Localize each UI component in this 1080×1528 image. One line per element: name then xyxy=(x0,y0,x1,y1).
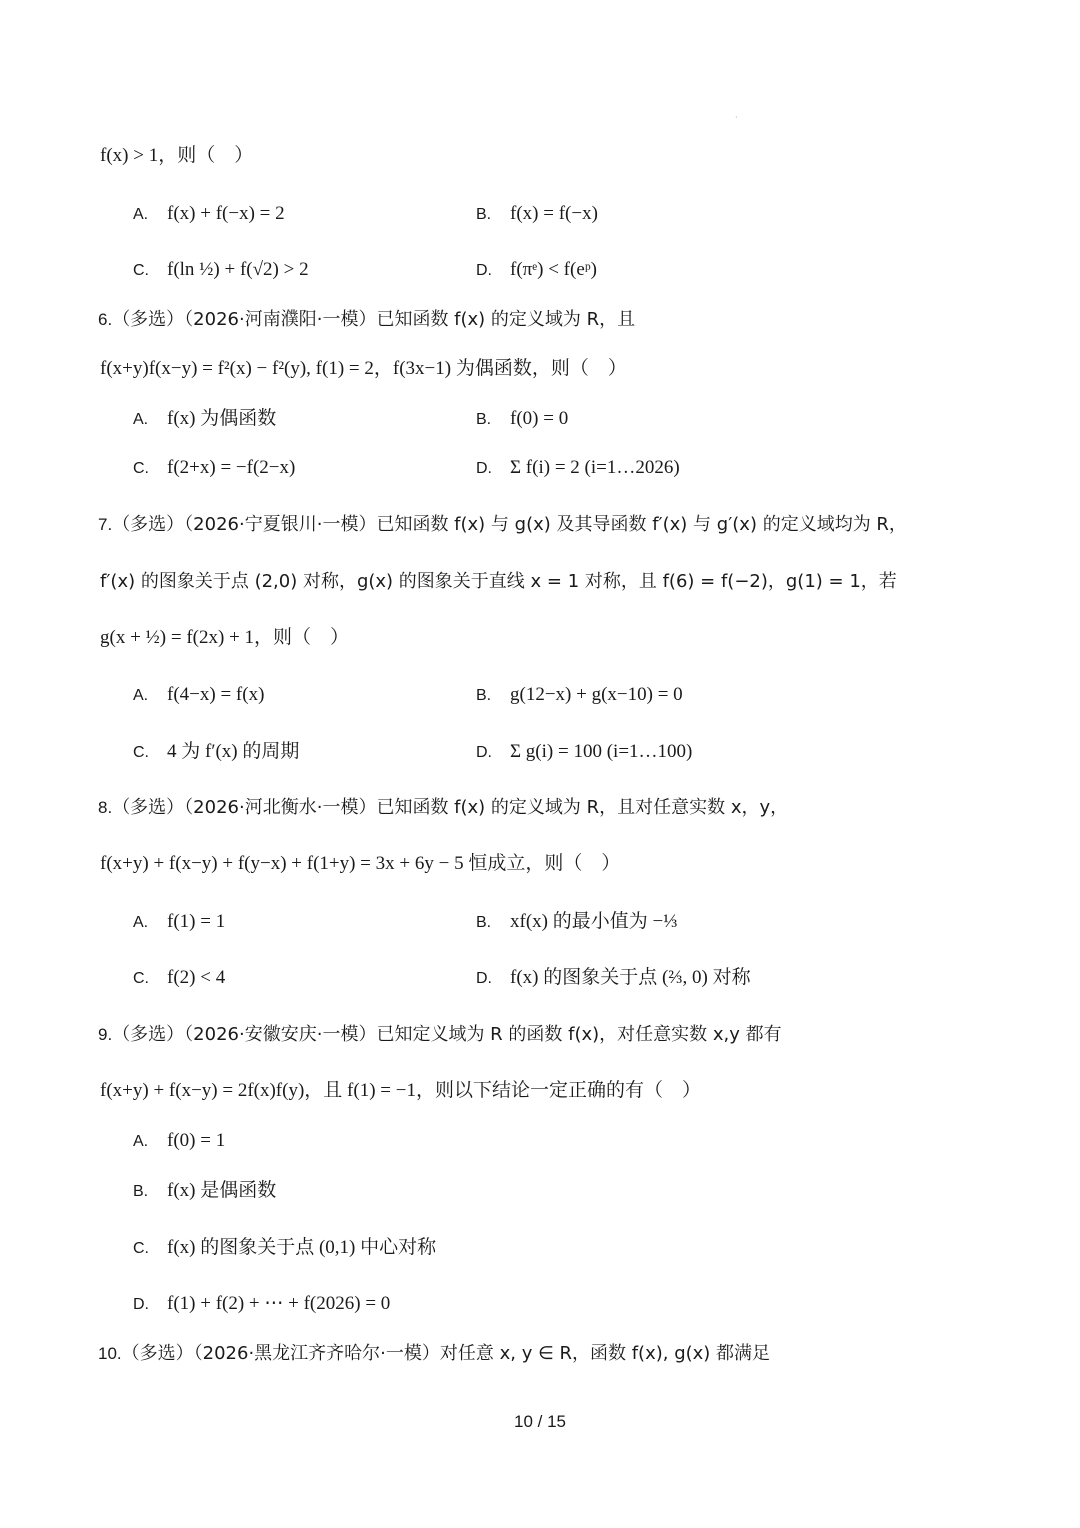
option-label: A. xyxy=(133,687,149,704)
question-text: （多选）（2026·河南濮阳·一模）已知函数 f(x) 的定义域为 R，且 xyxy=(112,309,636,330)
option-label: C. xyxy=(133,970,149,987)
q5-option-a xyxy=(133,202,285,227)
q6-option-d xyxy=(476,456,680,481)
option-text: g(12−x) + g(x−10) = 0 xyxy=(510,684,683,705)
page-number: 10 / 15 xyxy=(514,1412,566,1431)
option-label: B. xyxy=(476,411,492,428)
option-text: f(2+x) = −f(2−x) xyxy=(167,457,296,478)
option-text: 4 为 f′(x) 的周期 xyxy=(167,741,300,762)
q8-option-c xyxy=(133,966,225,991)
option-text: f(x) = f(−x) xyxy=(510,203,598,224)
q5-option-b xyxy=(476,202,598,227)
q7-option-b xyxy=(476,683,683,708)
option-label: B. xyxy=(476,687,492,704)
option-label: A. xyxy=(133,411,149,428)
option-label: D. xyxy=(476,460,492,477)
question-text: （多选）（2026·安徽安庆·一模）已知定义域为 R 的函数 f(x)，对任意实数 x,y 都有 xyxy=(112,1024,782,1045)
option-text: f(4−x) = f(x) xyxy=(167,684,265,705)
question-number: 9. xyxy=(98,1025,113,1044)
q10-stem-line1 xyxy=(98,1342,770,1366)
option-label: D. xyxy=(133,1296,149,1313)
q6-option-c xyxy=(133,456,295,481)
option-text: f(x) 的图象关于点 (0,1) 中心对称 xyxy=(167,1237,437,1258)
q6-option-b xyxy=(476,407,568,432)
question-number: 10. xyxy=(98,1344,122,1363)
q9-option-d xyxy=(133,1292,390,1317)
option-label: B. xyxy=(476,914,492,931)
option-label: D. xyxy=(476,744,492,761)
q7-option-a xyxy=(133,683,264,708)
option-text: Σ f(i) = 2 (i=1…2026) xyxy=(510,457,680,478)
q7-option-d xyxy=(476,740,692,765)
option-label: C. xyxy=(133,744,149,761)
question-number: 8. xyxy=(98,798,113,817)
q8-stem-line1 xyxy=(98,796,788,820)
option-label: A. xyxy=(133,206,149,223)
option-text: xf(x) 的最小值为 −⅓ xyxy=(510,911,678,932)
question-text: （多选）（2026·宁夏银川·一模）已知函数 f(x) 与 g(x) 及其导函数 f′(x) 与 g′(x) 的定义域均为 R， xyxy=(112,514,907,535)
option-text: f(ln ½) + f(√2) > 2 xyxy=(167,259,309,280)
question-number: 6. xyxy=(98,310,113,329)
q7-stem-line2: f′(x) 的图象关于点 (2,0) 对称，g(x) 的图象关于直线 x = 1 对称，且 f(6) = f(−2)，g(1) = 1，若 xyxy=(100,571,897,592)
option-text: Σ g(i) = 100 (i=1…100) xyxy=(510,741,693,762)
q9-stem-line1 xyxy=(98,1023,782,1047)
q6-stem-line2: f(x+y)f(x−y) = f²(x) − f²(y), f(1) = 2，f(3x−1) 为偶函数，则（ ） xyxy=(100,358,627,379)
question-text: （多选）（2026·黑龙江齐齐哈尔·一模）对任意 x, y ∈ R，函数 f(x), g(x) 都满足 xyxy=(121,1343,771,1364)
q7-stem-line1 xyxy=(98,513,907,537)
option-label: B. xyxy=(133,1183,149,1200)
option-label: A. xyxy=(133,1133,149,1150)
question-text: （多选）（2026·河北衡水·一模）已知函数 f(x) 的定义域为 R，且对任意实数 x，y， xyxy=(112,797,789,818)
question-number: 7. xyxy=(98,515,113,534)
q8-option-d xyxy=(476,966,751,991)
option-text: f(x) 是偶函数 xyxy=(167,1180,277,1201)
option-label: C. xyxy=(133,460,149,477)
option-label: B. xyxy=(476,206,492,223)
option-text: f(πᵉ) < f(eᵖ) xyxy=(510,259,597,280)
option-text: f(1) = 1 xyxy=(167,911,226,932)
q6-option-a xyxy=(133,407,276,432)
option-text: f(x) + f(−x) = 2 xyxy=(167,203,285,224)
q5-option-c xyxy=(133,258,309,283)
option-label: D. xyxy=(476,970,492,987)
option-text: f(0) = 0 xyxy=(510,408,569,429)
option-label: D. xyxy=(476,262,492,279)
option-text: f(2) < 4 xyxy=(167,967,226,988)
q9-stem-line2: f(x+y) + f(x−y) = 2f(x)f(y)，且 f(1) = −1，则以下结论一定正确的有（ ） xyxy=(100,1080,701,1101)
speck: · xyxy=(735,113,738,122)
q5-option-d xyxy=(476,258,597,283)
option-label: A. xyxy=(133,914,149,931)
q8-option-b xyxy=(476,910,677,935)
q7-option-c xyxy=(133,740,299,765)
option-label: C. xyxy=(133,1240,149,1257)
option-text: f(0) = 1 xyxy=(167,1130,226,1151)
q8-stem-line2: f(x+y) + f(x−y) + f(y−x) + f(1+y) = 3x + 6y − 5 恒成立，则（ ） xyxy=(100,853,621,874)
option-text: f(1) + f(2) + ⋯ + f(2026) = 0 xyxy=(167,1293,391,1314)
option-text: f(x) 的图象关于点 (⅔, 0) 对称 xyxy=(510,967,751,988)
option-label: C. xyxy=(133,262,149,279)
q9-option-a xyxy=(133,1129,225,1154)
q9-option-c xyxy=(133,1236,436,1261)
option-text: f(x) 为偶函数 xyxy=(167,408,277,429)
q8-option-a xyxy=(133,910,225,935)
q5-stem-tail: f(x) > 1，则（ ） xyxy=(100,145,254,166)
q6-stem-line1 xyxy=(98,308,635,332)
q7-stem-line3: g(x + ½) = f(2x) + 1，则（ ） xyxy=(100,627,350,648)
q9-option-b xyxy=(133,1179,276,1204)
